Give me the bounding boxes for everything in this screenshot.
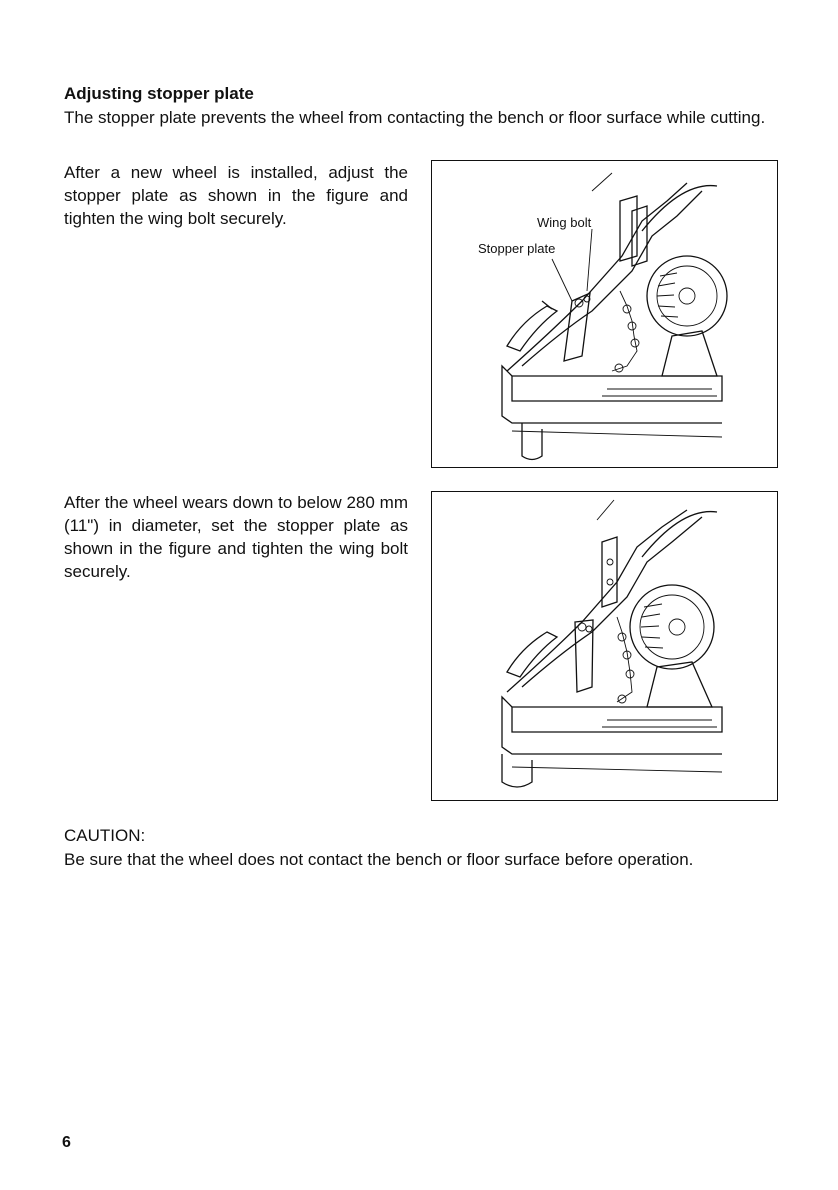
section-heading: Adjusting stopper plate [64,84,254,103]
page-number: 6 [62,1134,71,1151]
cutoff-machine-illustration [432,161,777,467]
caution-title: CAUTION: [64,826,146,845]
figure-worn-wheel [431,491,778,801]
caution-text: Be sure that the wheel does not contact the bench or floor surface before operation. [64,850,694,869]
worn-wheel-instructions: After the wheel wears down to below 280 mm (11") in diameter, set the stopper plate as shown in the figure and tighten the wing bolt securely. [64,493,408,581]
cutoff-machine-illustration-worn [432,492,777,800]
intro-paragraph: The stopper plate prevents the wheel from contacting the bench or floor surface while cutting. [64,108,766,127]
figure-new-wheel [431,160,778,468]
new-wheel-instructions: After a new wheel is installed, adjust the stopper plate as shown in the figure and tighten the wing bolt securely. [64,163,408,228]
wing-bolt-label: Wing bolt [537,215,592,230]
stopper-plate-label: Stopper plate [478,241,556,256]
